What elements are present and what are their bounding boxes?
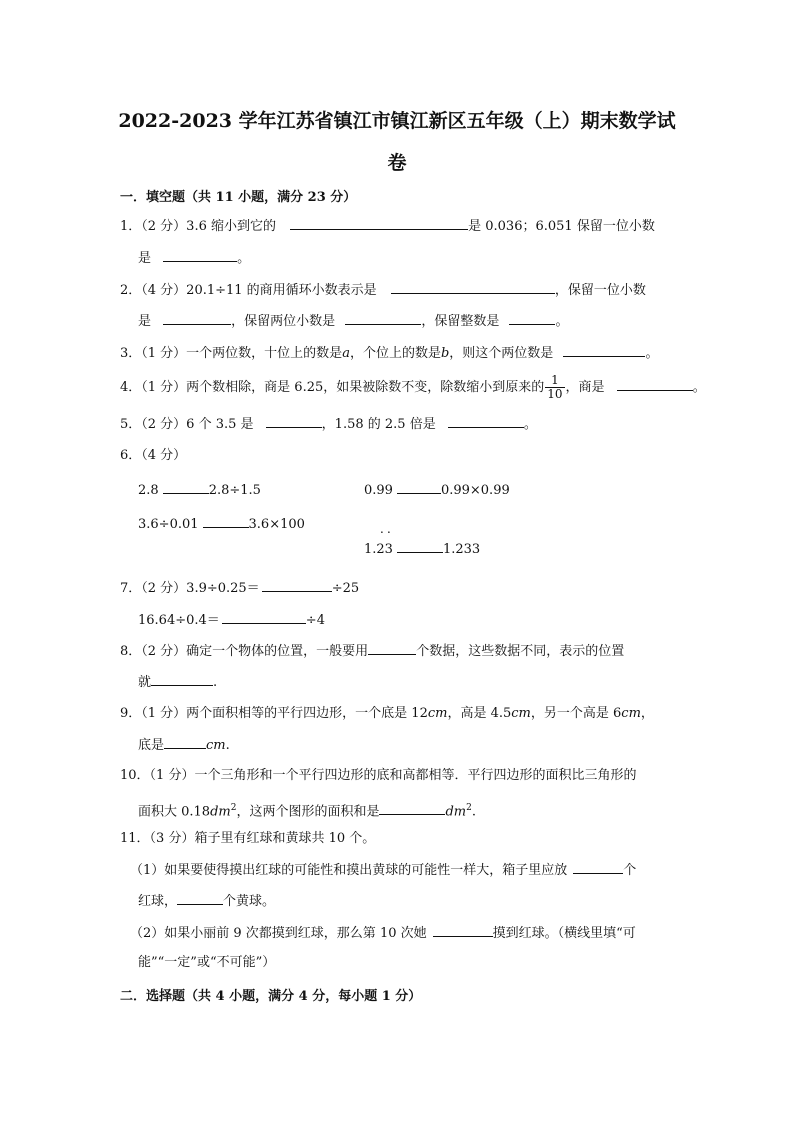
compare-blank[interactable]: [203, 515, 249, 528]
compare-item-1: 2.8 2.8÷1.5: [138, 483, 261, 498]
compare-item-3: 3.6÷0.01 3.6×100: [138, 517, 305, 532]
section-heading-fill-in: 一．填空题（共 11 小题，满分 23 分）: [120, 190, 357, 205]
compare-blank[interactable]: [163, 481, 209, 494]
question-8-line2: 就 .: [138, 675, 218, 690]
answer-blank[interactable]: [448, 415, 524, 428]
answer-blank[interactable]: [163, 249, 237, 262]
compare-item-2: 0.99 0.99×0.99: [364, 483, 510, 498]
question-1-line2: 是 。: [138, 251, 251, 266]
answer-blank[interactable]: [222, 611, 306, 624]
question-11-part1-line2: 红球， 个黄球。: [138, 894, 276, 909]
question-10-line1: 10．（1 分）一个三角形和一个平行四边形的底和高都相等．平行四边形的面积比三角形的: [120, 768, 637, 783]
answer-blank[interactable]: [164, 736, 206, 749]
compare-blank[interactable]: [397, 481, 441, 494]
fraction-one-tenth: $\frac{1}{10}$: [547, 373, 563, 401]
answer-blank[interactable]: [391, 281, 555, 294]
question-2-line2: 是 ，保留两位小数是 ，保留整数是 。: [138, 314, 569, 329]
repeat-dot: ˙: [378, 530, 386, 546]
question-9-line1: 9．（1 分）两个面积相等的平行四边形，一个底是 12cm，高是 4.5cm，另一个高是 6cm，: [120, 706, 654, 721]
page-title-line2: 卷: [387, 152, 407, 174]
question-4: 4．（1 分）两个数相除，商是 6.25，如果被除数不变，除数缩小到原来的 $\frac{1}{10}$ ，商是 。: [120, 373, 706, 401]
question-8-line1: 8．（2 分）确定一个物体的位置，一般要用 个数据，这些数据不同，表示的位置: [120, 644, 625, 659]
answer-blank[interactable]: [151, 673, 213, 686]
answer-blank[interactable]: [563, 344, 645, 357]
question-1-line1: 1．（2 分）3.6 缩小到它的 是 0.036；6.051 保留一位小数: [120, 219, 655, 234]
repeat-dot: ˙: [385, 530, 393, 546]
answer-blank[interactable]: [163, 312, 231, 325]
question-11-part1-line1: （1）如果要使得摸出红球的可能性和摸出黄球的可能性一样大，箱子里应放 个: [130, 863, 637, 878]
answer-blank[interactable]: [290, 217, 468, 230]
question-6-head: 6．（4 分）: [120, 448, 187, 463]
answer-blank[interactable]: [262, 579, 332, 592]
question-11-head: 11．（3 分）箱子里有红球和黄球共 10 个。: [120, 831, 376, 846]
question-3: 3．（1 分）一个两位数，十位上的数是a，个位上的数是b，则这个两位数是 。: [120, 346, 659, 361]
repeating-decimal: ˙ ˙ 23: [376, 530, 393, 557]
compare-item-4: 1. ˙ ˙ 23 1.233: [364, 530, 481, 557]
answer-blank[interactable]: [379, 802, 445, 815]
question-7-line2: 16.64÷0.4＝ ÷4: [138, 613, 325, 628]
page-title-line1: 2022-2023 学年江苏省镇江市镇江新区五年级（上）期末数学试: [118, 110, 676, 132]
answer-blank[interactable]: [368, 642, 416, 655]
question-10-line2: 面积大 $0.18dm^2$，这两个图形的面积和是 $dm^2$.: [138, 803, 477, 820]
answer-blank[interactable]: [617, 378, 693, 391]
answer-blank[interactable]: [433, 924, 493, 937]
answer-blank[interactable]: [266, 415, 322, 428]
question-11-part2-line1: （2）如果小丽前 9 次都摸到红球，那么第 10 次她 摸到红球。（横线里填“可: [130, 926, 636, 941]
question-2-line1: 2．（4 分）20.1÷11 的商用循环小数表示是 ，保留一位小数: [120, 283, 646, 298]
compare-blank[interactable]: [397, 540, 443, 553]
answer-blank[interactable]: [573, 861, 623, 874]
question-11-part2-line2: 能”“一定”或“不可能”）: [138, 955, 276, 970]
answer-blank[interactable]: [509, 312, 555, 325]
question-9-line2: 底是 cm.: [138, 738, 230, 753]
answer-blank[interactable]: [345, 312, 421, 325]
answer-blank[interactable]: [177, 892, 223, 905]
question-7-line1: 7．（2 分）3.9÷0.25＝ ÷25: [120, 581, 360, 596]
section-heading-multiple-choice: 二．选择题（共 4 小题，满分 4 分，每小题 1 分）: [120, 989, 422, 1004]
question-5: 5．（2 分）6 个 3.5 是 ，1.58 的 2.5 倍是 。: [120, 417, 537, 432]
